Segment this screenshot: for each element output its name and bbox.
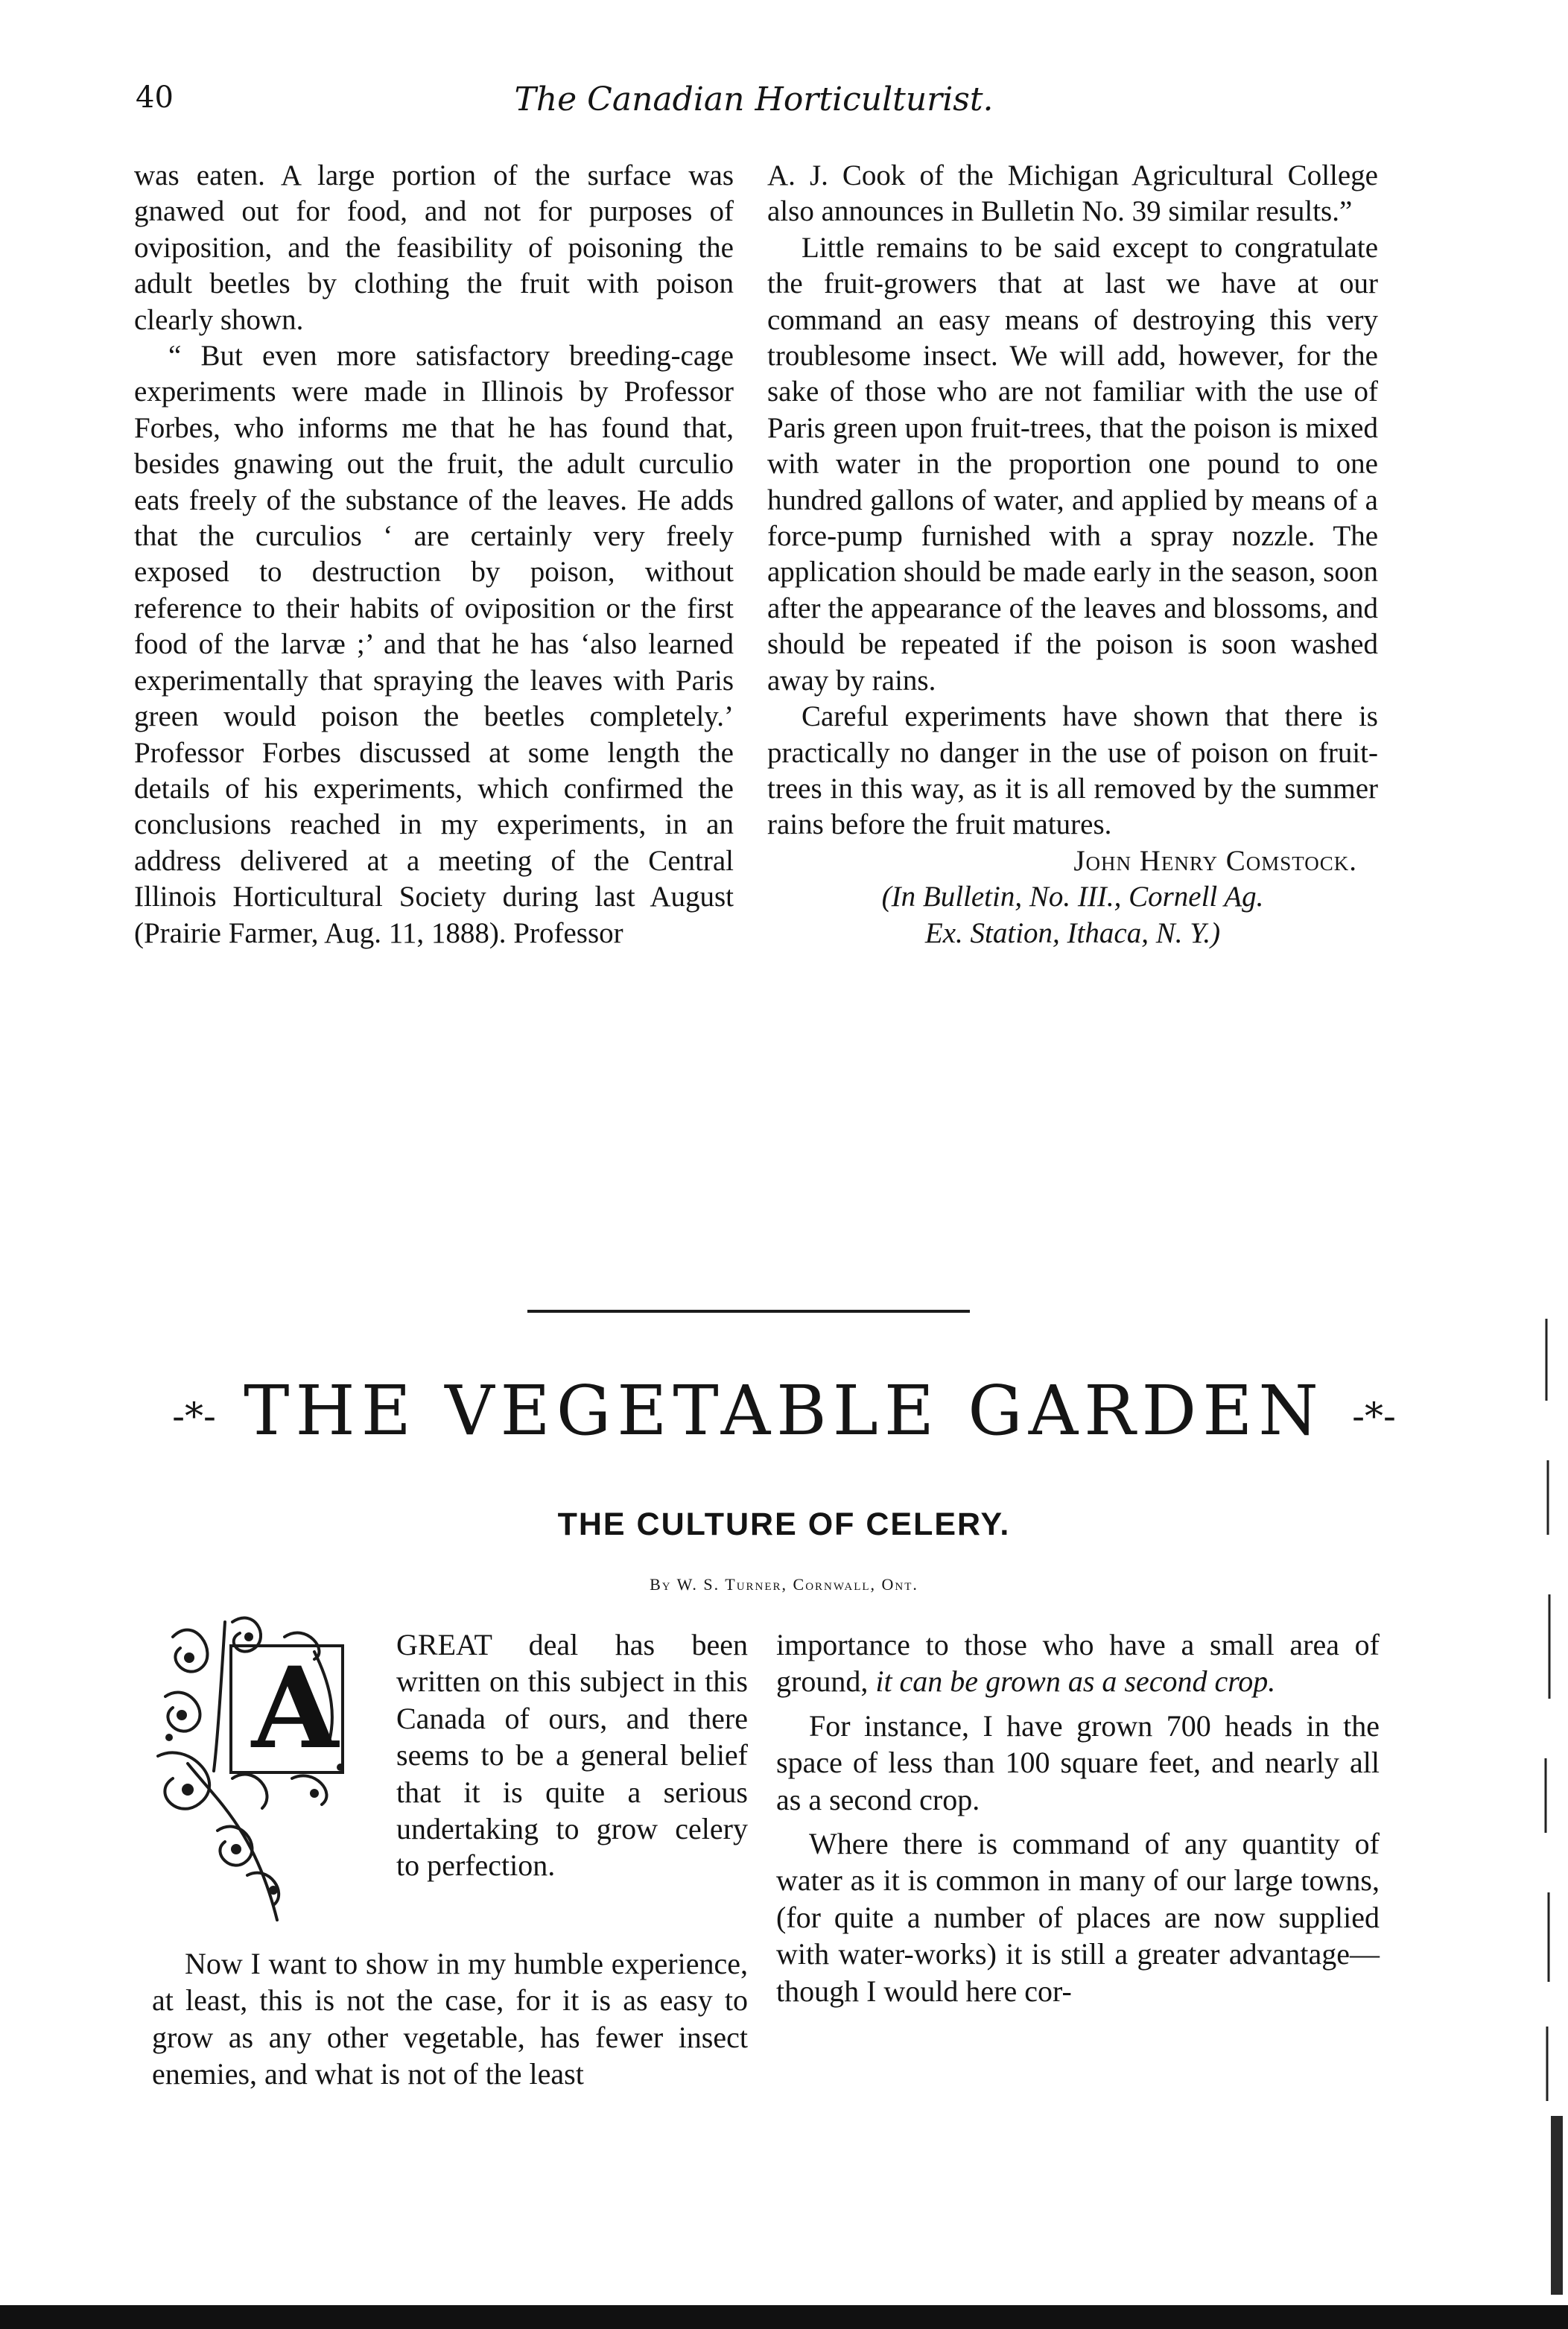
lower-article-right-column <box>776 1626 1380 2017</box>
upper-article-right-column <box>767 158 1378 951</box>
section-divider <box>527 1310 970 1313</box>
upper-article-left-column <box>134 158 734 951</box>
source-line: Ex. Station, Ithaca, N. Y.) <box>924 916 1221 949</box>
paragraph: Now I want to show in my humble experience, at least, this is not the case, for it is as easy to grow as any other vegetable, has fewer insect enemies, and what is not of the least <box>152 1947 748 2091</box>
source-line: (In Bulletin, No. III., Cornell Ag. <box>881 881 1264 913</box>
paragraph: GREAT deal has been written on this subject in this Canada of ours, and there seems to be a general belief that it is quite a serious undertaking to grow celery to perfection. <box>396 1628 748 1883</box>
section-heading <box>0 1371 1568 1451</box>
article-title: THE CULTURE OF CELERY. <box>557 1506 1011 1542</box>
paragraph-text: importance to those who have a small area of ground, <box>776 1628 1380 1699</box>
page-number: 40 <box>136 80 174 115</box>
section-title: THE VEGETABLE GARDEN <box>244 1371 1324 1451</box>
page-bottom-border <box>0 2305 1568 2329</box>
running-header <box>136 80 1372 133</box>
journal-title: The Canadian Horticulturist. <box>514 80 994 118</box>
lower-article-left-column <box>152 1626 748 2100</box>
paragraph: “ But even more satisfactory breeding-cage experiments were made in Illinois by Professor Forbes, who informs me that he has found that, besides gnawing out the fruit, the adult curculio eats freely of the substance of the leaves. He adds that the curculios ‘ are certainly very freely exposed to destruction by poison, without reference to their habits of oviposition or the first food of the larvæ ;’ and that he has ‘also learned experimentally that spraying the leaves with Paris green would poison the beetles completely.’ Professor Forbes discussed at some length the details of his experiments, which confirmed the conclusions reached in my experiments, in an address delivered at a meeting of the Central Illinois Horticultural Society during last August (Prairie Farmer, Aug. 11, 1888). Professor <box>134 340 734 949</box>
paragraph <box>776 1626 1380 1700</box>
paragraph: For instance, I have grown 700 heads in the space of less than 100 square feet, and nearly all as a second crop. <box>776 1708 1380 1816</box>
drop-cap-letter: A <box>251 1643 339 1774</box>
source-citation <box>767 879 1378 951</box>
byline: By W. S. Turner, Cornwall, Ont. <box>650 1575 918 1594</box>
scan-edge-marks <box>1542 1311 1564 2302</box>
emphasized-text: it can be grown as a second crop. <box>875 1664 1276 1699</box>
paragraph: Where there is command of any quantity of water as it is common in many of our large towns, (for quite a number of places are now supplied with water-works) it is still a greater advantage—though I would here cor- <box>776 1827 1380 2008</box>
ornament-left: -*- <box>172 1395 216 1439</box>
paragraph: Careful experiments have shown that there is practically no danger in the use of poison on fruit-trees in this way, as it is all removed by the summer rains before the fruit matures. <box>767 700 1378 841</box>
drop-cap-ornament <box>152 1626 386 1945</box>
paragraph: Little remains to be said except to congratulate the fruit-growers that at last we have at our command an easy means of destroying this very troublesome insect. We will add, however, for the sake of those who are not familiar with the use of Paris green upon fruit-trees, that the poison is mixed with water in the proportion one pound to one hundred gallons of water, and applied by means of a force-pump furnished with a spray nozzle. The application should be made early in the season, soon after the appearance of the leaves and blossoms, and should be repeated if the poison is soon washed away by rains. <box>767 231 1378 697</box>
paragraph: was eaten. A large portion of the surface was gnawed out for food, and not for purposes of oviposition, and the feasibility of poisoning the adult beetles by clothing the fruit with poison clearly shown. <box>134 159 734 336</box>
ornament-right: -*- <box>1352 1395 1396 1439</box>
paragraph: A. J. Cook of the Michigan Agricultural College also announces in Bulletin No. 39 similar results.” <box>767 159 1378 228</box>
author-signature: John Henry Comstock. <box>1073 844 1357 877</box>
